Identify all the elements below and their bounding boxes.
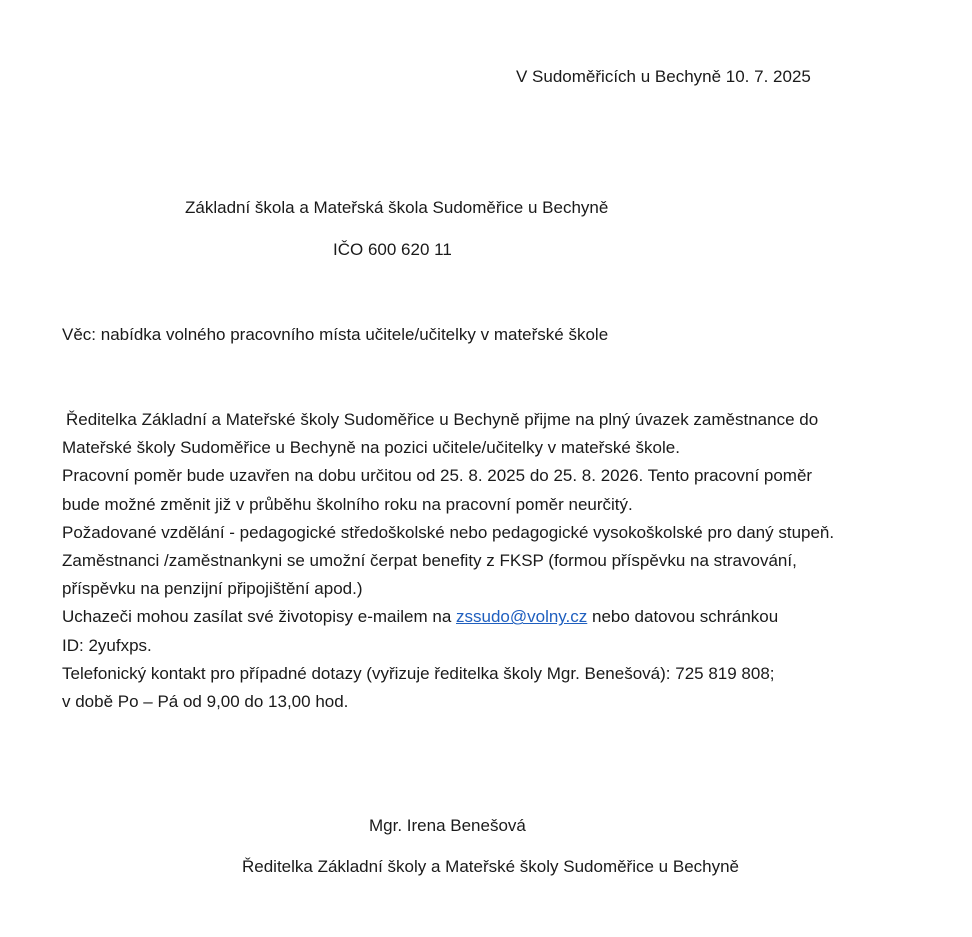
school-name: Základní škola a Mateřská škola Sudoměřice u Bechyně [185,198,609,217]
body-line-hours: v době Po – Pá od 9,00 do 13,00 hod. [62,691,349,711]
letter-body [62,410,942,720]
body-line: Požadované vzdělání - pedagogické středoškolské nebo pedagogické vysokoškolské pro daný stupeň. [62,522,835,542]
body-line-data-box-id: ID: 2yufxps. [62,635,152,655]
body-line: příspěvku na penzijní připojištění apod.) [62,579,363,599]
place-and-date: V Sudoměřicích u Bechyně 10. 7. 2025 [516,67,811,86]
school-ico: IČO 600 620 11 [333,240,452,259]
body-line: Pracovní poměr bude uzavřen na dobu určitou od 25. 8. 2025 do 25. 8. 2026. Tento pracovní poměr [62,466,813,486]
body-line-phone: Telefonický kontakt pro případné dotazy (vyřizuje ředitelka školy Mgr. Benešová): 725 819 808; [62,663,775,683]
email-intro-text: Uchazeči mohou zasílat své životopisy e-mailem na [62,607,456,627]
email-outro-text: nebo datovou schránkou [587,607,779,627]
body-line: Zaměstnanci /zaměstnankyni se umožní čerpat benefity z FKSP (formou příspěvku na stravování, [62,550,797,570]
email-link[interactable]: zssudo@volny.cz [456,607,588,627]
signature-title: Ředitelka Základní školy a Mateřské školy Sudoměřice u Bechyně [242,857,740,876]
body-line-contact-email [62,607,942,627]
letter-subject: Věc: nabídka volného pracovního místa učitele/učitelky v mateřské škole [62,325,609,344]
signature-name: Mgr. Irena Benešová [369,816,526,835]
body-line: Ředitelka Základní a Mateřské školy Sudoměřice u Bechyně přijme na plný úvazek zaměstnance do [66,410,819,429]
body-line: Mateřské školy Sudoměřice u Bechyně na pozici učitele/učitelky v mateřské škole. [62,438,680,458]
body-line: bude možné změnit již v průběhu školního roku na pracovní poměr neurčitý. [62,494,633,514]
